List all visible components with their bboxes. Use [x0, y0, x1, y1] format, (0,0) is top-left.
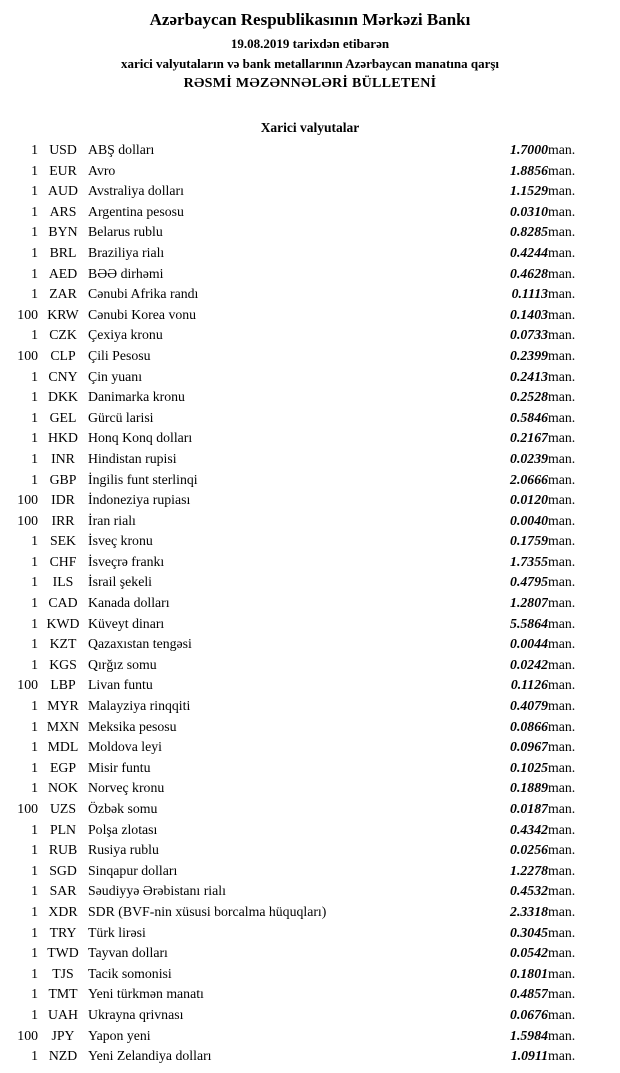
quantity-cell: 1	[31, 286, 38, 302]
quantity-cell: 1	[31, 862, 38, 878]
currency-name-cell: Polşa zlotası	[88, 821, 158, 837]
rate-cell: 0.0967	[510, 739, 548, 755]
quantity-cell: 1	[31, 595, 38, 611]
rate-cell: 0.2413	[510, 368, 548, 384]
currency-name-cell: ABŞ dolları	[88, 142, 155, 157]
quantity-cell: 1	[31, 986, 38, 1002]
currency-name-cell: Avstraliya dolları	[88, 183, 184, 199]
table-row	[4, 387, 590, 408]
table-row	[4, 572, 590, 593]
currency-code-cell: EGP	[49, 759, 77, 775]
unit-cell: man.	[548, 553, 576, 569]
currency-name-cell: Danimarka kronu	[88, 389, 185, 405]
unit-cell: man.	[548, 492, 576, 508]
rate-cell: 1.2807	[510, 595, 548, 611]
unit-cell: man.	[548, 450, 576, 466]
currency-code-cell: CAD	[48, 595, 78, 611]
currency-name-cell: Moldova leyi	[88, 739, 162, 755]
table-row	[4, 840, 590, 861]
table-row	[4, 325, 590, 346]
rate-cell: 0.1126	[510, 677, 548, 693]
unit-cell: man.	[548, 759, 576, 775]
table-row	[4, 984, 590, 1005]
currency-name-cell: Sinqapur dolları	[88, 862, 178, 878]
unit-cell: man.	[548, 945, 576, 961]
unit-cell: man.	[548, 368, 576, 384]
rate-cell: 0.4244	[510, 244, 548, 260]
rate-cell: 5.5864	[510, 615, 548, 631]
page-title: Azərbaycan Respublikasının Mərkəzi Bankı	[149, 10, 471, 29]
unit-cell: man.	[548, 862, 576, 878]
table-row	[4, 1046, 590, 1067]
quantity-cell: 1	[31, 574, 38, 590]
subtitle-line: xarici valyutaların və bank metallarının Azərbaycan manatına qarşı	[120, 56, 500, 71]
currency-code-cell: CNY	[48, 368, 78, 384]
rate-cell: 1.1529	[510, 183, 548, 199]
currency-name-cell: Misir funtu	[88, 759, 151, 775]
effective-date-line: 19.08.2019 tarixdən etibarən	[230, 36, 390, 51]
unit-cell: man.	[548, 883, 576, 899]
currency-code-cell: ILS	[52, 574, 74, 590]
unit-cell: man.	[548, 162, 576, 178]
unit-cell: man.	[548, 512, 576, 528]
currency-name-cell: Argentina pesosu	[88, 203, 184, 219]
quantity-cell: 1	[31, 450, 38, 466]
unit-cell: man.	[548, 142, 576, 157]
rates-table-body	[4, 140, 590, 1067]
quantity-cell: 1	[31, 244, 38, 260]
table-row	[4, 902, 590, 923]
currency-name-cell: Meksika pesosu	[88, 718, 177, 734]
currency-name-cell: Çexiya kronu	[88, 327, 163, 343]
unit-cell: man.	[548, 801, 576, 816]
quantity-cell: 1	[31, 553, 38, 569]
currency-code-cell: SGD	[49, 862, 77, 878]
table-row	[4, 964, 590, 985]
currency-code-cell: IRR	[51, 512, 75, 528]
currency-name-cell: İran rialı	[88, 512, 136, 528]
currency-code-cell: BYN	[48, 224, 78, 240]
unit-cell: man.	[548, 903, 576, 919]
currency-code-cell: GBP	[49, 471, 77, 487]
unit-cell: man.	[548, 1027, 576, 1043]
currency-name-cell: Türk lirəsi	[88, 924, 146, 940]
currency-name-cell: Özbək somu	[88, 801, 158, 816]
table-row	[4, 593, 590, 614]
quantity-cell: 1	[31, 780, 38, 796]
currency-code-cell: KWD	[46, 615, 80, 631]
rate-cell: 0.0866	[510, 718, 548, 734]
unit-cell: man.	[548, 986, 576, 1002]
quantity-cell: 1	[31, 409, 38, 425]
unit-cell: man.	[548, 409, 576, 425]
quantity-cell: 1	[31, 842, 38, 858]
table-row	[4, 202, 590, 223]
unit-cell: man.	[548, 533, 576, 549]
quantity-cell: 1	[31, 945, 38, 961]
currency-name-cell: Çili Pesosu	[88, 347, 151, 363]
rate-cell: 1.7000	[510, 142, 548, 157]
currency-name-cell: İsveç kronu	[88, 533, 153, 549]
unit-cell: man.	[548, 636, 576, 652]
table-row	[4, 140, 590, 161]
quantity-cell: 1	[31, 368, 38, 384]
table-row	[4, 408, 590, 429]
unit-cell: man.	[548, 821, 576, 837]
rate-cell: 0.0120	[510, 492, 548, 508]
quantity-cell: 1	[31, 903, 38, 919]
table-row	[4, 367, 590, 388]
unit-cell: man.	[548, 780, 576, 796]
quantity-cell: 1	[31, 142, 38, 157]
rate-cell: 0.1025	[510, 759, 548, 775]
rate-cell: 0.4628	[510, 265, 548, 281]
rate-cell: 1.8856	[510, 162, 548, 178]
currency-code-cell: CHF	[49, 553, 77, 569]
rate-cell: 0.0542	[510, 945, 548, 961]
table-row	[4, 161, 590, 182]
currency-code-cell: CLP	[50, 347, 76, 363]
table-row	[4, 737, 590, 758]
currency-name-cell: İsrail şekeli	[88, 574, 152, 590]
quantity-cell: 1	[31, 533, 38, 549]
currency-name-cell: Cənubi Korea vonu	[88, 306, 197, 322]
unit-cell: man.	[548, 1048, 576, 1064]
rate-cell: 0.2167	[510, 430, 548, 446]
currency-code-cell: XDR	[48, 903, 78, 919]
rate-cell: 0.0256	[510, 842, 548, 858]
quantity-cell: 100	[17, 347, 38, 363]
currency-code-cell: NZD	[48, 1048, 78, 1064]
currency-name-cell: Ukrayna qrivnası	[88, 1006, 184, 1022]
quantity-cell: 100	[17, 492, 38, 508]
currency-name-cell: Cənubi Afrika randı	[88, 286, 199, 302]
unit-cell: man.	[548, 698, 576, 714]
table-row	[4, 923, 590, 944]
currency-code-cell: UAH	[48, 1006, 78, 1022]
rate-cell: 0.1801	[510, 965, 548, 981]
table-row	[4, 861, 590, 882]
currency-name-cell: Yeni Zelandiya dolları	[88, 1048, 212, 1064]
table-row	[4, 346, 590, 367]
rate-cell: 0.4795	[510, 574, 548, 590]
table-row	[4, 181, 590, 202]
currency-name-cell: Qazaxıstan tengəsi	[88, 636, 192, 652]
table-row	[4, 758, 590, 779]
bulletin-title: RƏSMİ MƏZƏNNƏLƏRİ BÜLLETENİ	[183, 76, 437, 91]
unit-cell: man.	[548, 224, 576, 240]
table-row	[4, 511, 590, 532]
table-row	[4, 943, 590, 964]
unit-cell: man.	[548, 842, 576, 858]
table-row	[4, 305, 590, 326]
rate-cell: 0.0239	[510, 450, 548, 466]
unit-cell: man.	[548, 595, 576, 611]
currency-code-cell: PLN	[49, 821, 77, 837]
currency-name-cell: BƏƏ dirhəmi	[88, 265, 164, 281]
table-row	[4, 470, 590, 491]
currency-code-cell: KGS	[49, 656, 77, 672]
currency-code-cell: NOK	[48, 780, 78, 796]
currency-code-cell: AED	[48, 265, 78, 281]
currency-code-cell: EUR	[49, 162, 77, 178]
rate-cell: 2.3318	[510, 903, 548, 919]
rate-cell: 1.2278	[510, 862, 548, 878]
rate-cell: 2.0666	[510, 471, 548, 487]
currency-name-cell: Qırğız somu	[88, 656, 157, 672]
currency-name-cell: SDR (BVF-nin xüsusi borcalma hüquqları)	[88, 903, 327, 919]
table-row	[4, 696, 590, 717]
currency-name-cell: Honq Konq dolları	[88, 430, 193, 446]
currency-name-cell: Tacik somonisi	[88, 965, 172, 981]
section-title-foreign-currencies: Xarici valyutalar	[260, 120, 360, 135]
unit-cell: man.	[548, 615, 576, 631]
unit-cell: man.	[548, 430, 576, 446]
bulletin-header	[0, 10, 620, 92]
table-row	[4, 284, 590, 305]
currency-name-cell: Gürcü larisi	[88, 409, 154, 425]
rate-cell: 0.2399	[510, 347, 548, 363]
table-row	[4, 1026, 590, 1047]
currency-code-cell: GEL	[49, 409, 77, 425]
quantity-cell: 1	[31, 656, 38, 672]
rate-cell: 0.4532	[510, 883, 548, 899]
quantity-cell: 1	[31, 759, 38, 775]
quantity-cell: 1	[31, 224, 38, 240]
currency-code-cell: DKK	[48, 389, 78, 405]
currency-code-cell: TMT	[48, 986, 78, 1002]
quantity-cell: 1	[31, 739, 38, 755]
table-row	[4, 881, 590, 902]
rate-cell: 0.2528	[510, 389, 548, 405]
rate-cell: 1.7355	[510, 553, 548, 569]
rate-cell: 0.0733	[510, 327, 548, 343]
quantity-cell: 1	[31, 718, 38, 734]
currency-code-cell: ARS	[49, 203, 77, 219]
table-row	[4, 449, 590, 470]
currency-code-cell: TJS	[52, 965, 74, 981]
rate-cell: 0.0040	[510, 512, 548, 528]
currency-code-cell: TWD	[47, 945, 79, 961]
currency-name-cell: Tayvan dolları	[88, 945, 168, 961]
currency-code-cell: ZAR	[49, 286, 77, 302]
currency-name-cell: İsveçrə frankı	[88, 553, 165, 569]
currency-code-cell: TRY	[49, 924, 77, 940]
table-row	[4, 799, 590, 820]
unit-cell: man.	[548, 327, 576, 343]
rate-cell: 0.8285	[510, 224, 548, 240]
unit-cell: man.	[548, 739, 576, 755]
unit-cell: man.	[548, 286, 576, 302]
quantity-cell: 100	[17, 801, 38, 816]
currency-name-cell: Səudiyyə Ərəbistanı rialı	[88, 883, 226, 899]
table-row	[4, 490, 590, 511]
unit-cell: man.	[548, 244, 576, 260]
currency-name-cell: Belarus rublu	[88, 224, 163, 240]
quantity-cell: 1	[31, 265, 38, 281]
table-row	[4, 222, 590, 243]
rate-cell: 0.4079	[510, 698, 548, 714]
quantity-cell: 1	[31, 203, 38, 219]
quantity-cell: 1	[31, 1006, 38, 1022]
unit-cell: man.	[548, 389, 576, 405]
rate-cell: 0.1113	[511, 286, 548, 302]
table-row	[4, 655, 590, 676]
quantity-cell: 1	[31, 821, 38, 837]
rate-cell: 0.1759	[510, 533, 548, 549]
rates-table	[4, 140, 590, 1067]
quantity-cell: 1	[31, 615, 38, 631]
currency-code-cell: CZK	[49, 327, 77, 343]
unit-cell: man.	[548, 924, 576, 940]
currency-name-cell: Yapon yeni	[88, 1027, 151, 1043]
rate-cell: 0.0044	[510, 636, 548, 652]
table-row	[4, 675, 590, 696]
table-row	[4, 243, 590, 264]
currency-name-cell: Hindistan rupisi	[88, 450, 177, 466]
quantity-cell: 1	[31, 327, 38, 343]
table-row	[4, 428, 590, 449]
currency-code-cell: HKD	[48, 430, 78, 446]
quantity-cell: 100	[17, 512, 38, 528]
rate-cell: 0.3045	[510, 924, 548, 940]
table-row	[4, 1005, 590, 1026]
quantity-cell: 1	[31, 389, 38, 405]
currency-code-cell: RUB	[48, 842, 78, 858]
table-row	[4, 778, 590, 799]
table-row	[4, 614, 590, 635]
quantity-cell: 1	[31, 1048, 38, 1064]
currency-name-cell: İndoneziya rupiası	[88, 492, 191, 508]
unit-cell: man.	[548, 306, 576, 322]
currency-code-cell: INR	[51, 450, 75, 466]
currency-code-cell: JPY	[51, 1027, 75, 1043]
currency-code-cell: MXN	[46, 718, 80, 734]
table-row	[4, 820, 590, 841]
currency-code-cell: KZT	[49, 636, 77, 652]
rate-cell: 1.5984	[510, 1027, 548, 1043]
table-row	[4, 634, 590, 655]
currency-code-cell: IDR	[51, 492, 75, 508]
currency-name-cell: Norveç kronu	[88, 780, 165, 796]
unit-cell: man.	[548, 203, 576, 219]
quantity-cell: 1	[31, 636, 38, 652]
rate-cell: 0.4857	[510, 986, 548, 1002]
currency-name-cell: İngilis funt sterlinqi	[88, 471, 198, 487]
currency-code-cell: AUD	[48, 183, 78, 199]
currency-name-cell: Kanada dolları	[88, 595, 170, 611]
unit-cell: man.	[548, 265, 576, 281]
currency-code-cell: BRL	[49, 244, 77, 260]
currency-name-cell: Yeni türkmən manatı	[88, 986, 204, 1002]
unit-cell: man.	[548, 574, 576, 590]
currency-code-cell: MDL	[47, 739, 79, 755]
currency-name-cell: Çin yuanı	[88, 368, 143, 384]
unit-cell: man.	[548, 965, 576, 981]
quantity-cell: 100	[17, 677, 38, 693]
currency-name-cell: Braziliya rialı	[88, 244, 165, 260]
rate-cell: 0.1889	[510, 780, 548, 796]
quantity-cell: 1	[31, 924, 38, 940]
quantity-cell: 1	[31, 965, 38, 981]
currency-code-cell: UZS	[49, 801, 77, 816]
quantity-cell: 1	[31, 162, 38, 178]
currency-name-cell: Livan funtu	[88, 677, 153, 693]
quantity-cell: 1	[31, 430, 38, 446]
table-row	[4, 264, 590, 285]
currency-name-cell: Malayziya rinqqiti	[88, 698, 191, 714]
table-row	[4, 552, 590, 573]
unit-cell: man.	[548, 718, 576, 734]
table-row	[4, 717, 590, 738]
currency-code-cell: SAR	[49, 883, 77, 899]
table-row	[4, 531, 590, 552]
currency-name-cell: Avro	[88, 162, 116, 178]
rate-cell: 0.0676	[510, 1006, 548, 1022]
currency-name-cell: Rusiya rublu	[88, 842, 159, 858]
rate-cell: 0.0242	[510, 656, 548, 672]
currency-name-cell: Küveyt dinarı	[88, 615, 165, 631]
quantity-cell: 100	[17, 306, 38, 322]
rate-cell: 1.0911	[510, 1048, 548, 1064]
currency-code-cell: MYR	[47, 698, 79, 714]
unit-cell: man.	[548, 656, 576, 672]
currency-code-cell: USD	[49, 142, 77, 157]
rate-cell: 0.1403	[510, 306, 548, 322]
rate-cell: 0.4342	[510, 821, 548, 837]
quantity-cell: 1	[31, 183, 38, 199]
unit-cell: man.	[548, 1006, 576, 1022]
currency-code-cell: LBP	[50, 677, 76, 693]
unit-cell: man.	[548, 183, 576, 199]
rate-cell: 0.0310	[510, 203, 548, 219]
quantity-cell: 1	[31, 883, 38, 899]
unit-cell: man.	[548, 471, 576, 487]
currency-code-cell: SEK	[49, 533, 77, 549]
unit-cell: man.	[548, 677, 576, 693]
currency-code-cell: KRW	[47, 306, 79, 322]
unit-cell: man.	[548, 347, 576, 363]
rate-cell: 0.5846	[510, 409, 548, 425]
quantity-cell: 1	[31, 698, 38, 714]
rate-cell: 0.0187	[510, 801, 548, 816]
quantity-cell: 1	[31, 471, 38, 487]
quantity-cell: 100	[17, 1027, 38, 1043]
